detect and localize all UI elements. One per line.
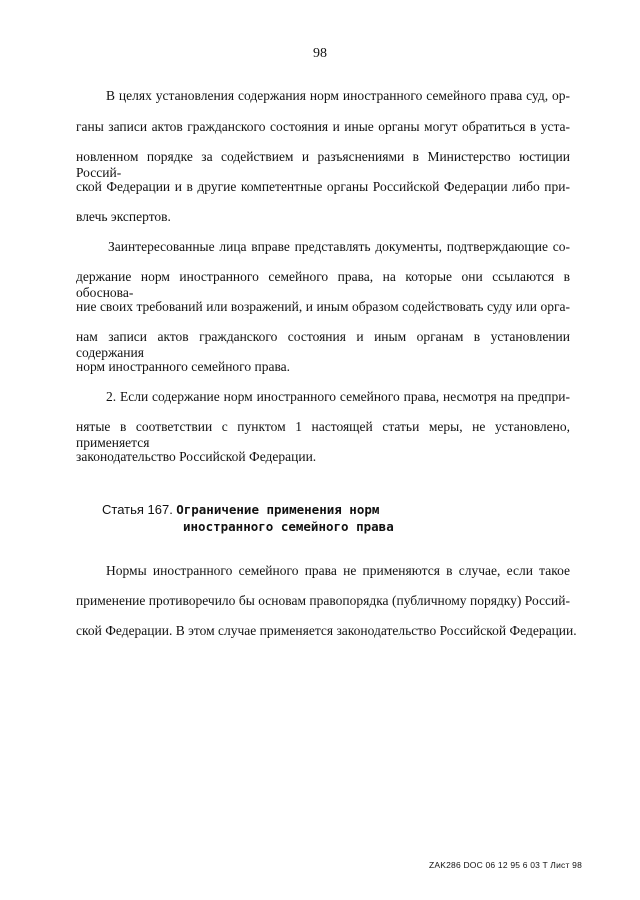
article-number: Статья 167. <box>102 502 173 517</box>
paragraph-1-line-4: ской Федерации и в другие компетентные органы Российской Федерации либо при- <box>76 179 570 194</box>
paragraph-3-line-1: 2. Если содержание норм иностранного семейного права, несмотря на предпри- <box>106 389 570 404</box>
paragraph-1-line-1: В целях установления содержания норм иностранного семейного права суд, ор- <box>106 88 570 103</box>
paragraph-3-line-2: нятые в соответствии с пунктом 1 настоящей статьи меры, не установлено, применяется <box>76 419 570 450</box>
paragraph-1-line-3: новленном порядке за содействием и разъяснениями в Министерство юстиции Россий- <box>76 149 570 180</box>
paragraph-2-line-2: держание норм иностранного семейного права, на которые они ссылаются в обоснова- <box>76 269 570 300</box>
article-title-continuation <box>183 519 394 535</box>
paragraph-1-line-2: ганы записи актов гражданского состояния и иные органы могут обратиться в уста- <box>76 119 570 134</box>
article-heading <box>102 502 379 518</box>
paragraph-2-line-1: Заинтересованные лица вправе представлять документы, подтверждающие со- <box>108 239 570 254</box>
paragraph-1-line-5: влечь экспертов. <box>76 209 171 224</box>
paragraph-2-line-3: ние своих требований или возражений, и иным образом содействовать суду или орга- <box>76 299 570 314</box>
footer-document-id: ZAK286 DOC 06 12 95 6 03 T Лист 98 <box>428 860 582 870</box>
paragraph-4-line-1: Нормы иностранного семейного права не применяются в случае, если такое <box>106 563 570 578</box>
paragraph-4-line-3: ской Федерации. В этом случае применяется законодательство Российской Федерации. <box>76 623 577 638</box>
paragraph-2-line-4: нам записи актов гражданского состояния и иным органам в установлении содержания <box>76 329 570 360</box>
paragraph-3-line-3: законодательство Российской Федерации. <box>76 449 317 464</box>
page-number: 98 <box>313 46 327 61</box>
article-title-line-2: иностранного семейного права <box>183 519 394 534</box>
paragraph-2-line-5: норм иностранного семейного права. <box>76 359 291 374</box>
paragraph-4-line-2: применение противоречило бы основам правопорядка (публичному порядку) Россий- <box>76 593 570 608</box>
article-title-line-1: Ограничение применения норм <box>176 502 380 517</box>
